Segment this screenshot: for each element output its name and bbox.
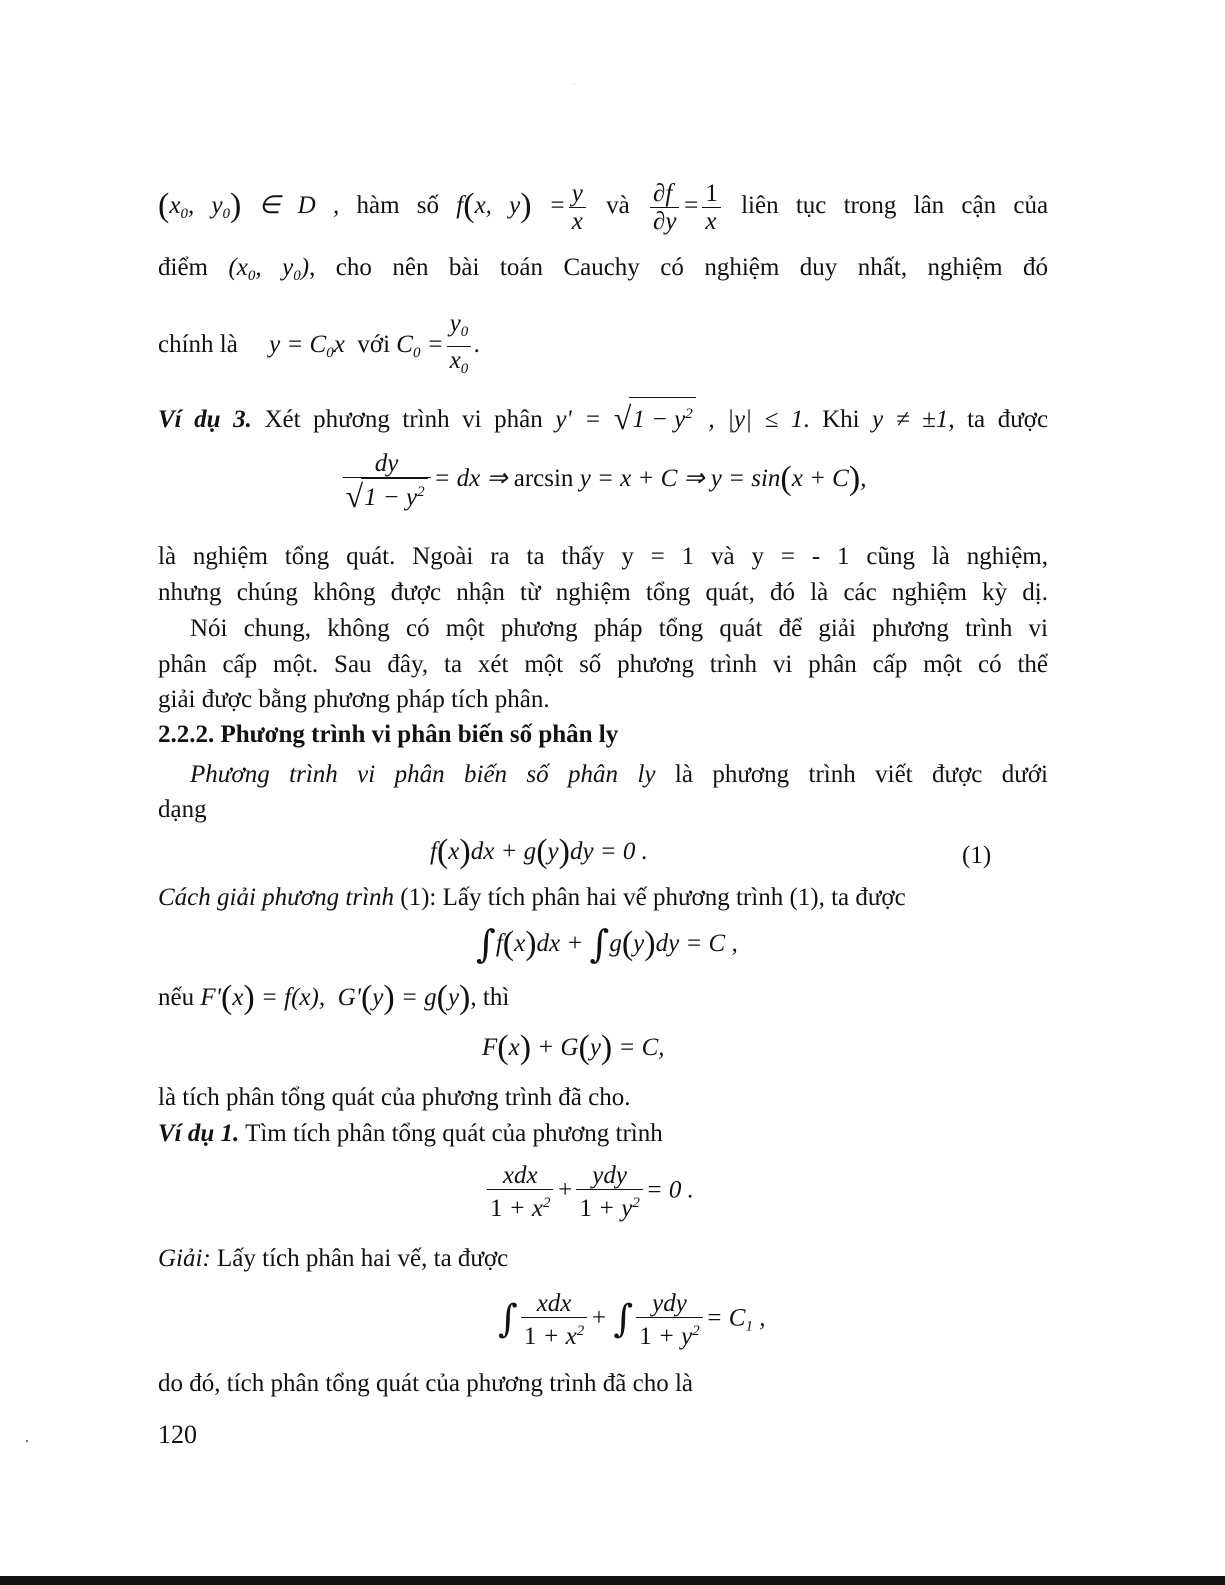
scan-speck	[26, 1440, 28, 1442]
math-point: ($x_0$, $y_0$)	[228, 254, 310, 284]
example-1-label: Ví dụ 1.	[158, 1120, 240, 1147]
equation-example-1: $\frac{\text{xdx}}{1 + x^2}$ + $\frac{\text{ydy}}{1 + y^2}$ = 0 .	[484, 1162, 784, 1222]
line-1	[158, 180, 1048, 235]
scan-mark	[574, 84, 575, 85]
equation-solution-integrals: ∫ $\frac{\text{xdx}}{1 + x^2}$ + ∫ $\frac{\text{ydy}}{1 + y^2}$ = $C_1$ ,	[498, 1290, 766, 1350]
text-diem: điểm	[158, 254, 208, 281]
line-3	[158, 310, 1048, 383]
last-line: do đó, tích phân tổng quát của phương trình đã cho là	[158, 1370, 693, 1397]
text-voi: với	[357, 331, 391, 359]
example-1-text: Tìm tích phân tổng quát của phương trình	[245, 1120, 663, 1147]
math-point-in-domain: ($x_0$, $y_0$) ∈ D ,	[158, 187, 340, 225]
solution-label: Giải:	[158, 1245, 211, 1272]
text-cauchy: , cho nên bài toán Cauchy có nghiệm duy nhất, nghiệm đó	[309, 254, 1049, 281]
text-va: và	[606, 192, 630, 220]
scan-bottom-edge	[0, 1576, 1225, 1585]
method-rest: (1): Lấy tích phân hai vế phương trình (1), ta được	[400, 884, 906, 911]
paragraph-line-4: phân cấp một. Sau đây, ta xét một số phương trình vi phân cấp một có thể	[158, 651, 1048, 678]
text-thi: , thì	[470, 984, 510, 1011]
math-condition: y ≠ ±1	[872, 406, 949, 433]
text-lien-tuc: liên tục trong lân cận của	[741, 192, 1049, 220]
math-ode: $y' = √1 - y^2$ , |y| ≤ 1	[555, 406, 803, 433]
example-3-text: Xét phương trình vi phân	[264, 406, 543, 433]
line-2	[158, 252, 1048, 292]
paragraph-line-1: là nghiệm tổng quát. Ngoài ra ta thấy y = 1 và y = - 1 cũng là nghiệm,	[158, 543, 1048, 570]
math-solution: $y = C_0x$	[269, 331, 345, 362]
neu-line	[158, 979, 1048, 1016]
example-3-line	[158, 397, 1048, 436]
solution-text: Lấy tích phân hai vế, ta được	[217, 1245, 509, 1272]
math-partial-derivative: $\frac{\partial f}{\partial y}$ = $\frac{1}{x}$	[647, 192, 724, 219]
definition-term: Phương trình vi phân biến số phân ly	[190, 761, 656, 788]
text-ham-so: hàm số	[356, 192, 440, 220]
example-1-line	[158, 1118, 1048, 1150]
page-number: 120	[158, 1420, 197, 1449]
math-antiderivatives: F'(x) = f(x), G'(y) = g(y)	[200, 979, 471, 1016]
equation-arcsin: $\frac{dy}{√1 - y^2}$ = dx ⇒ arcsin y = x + C ⇒ y = sin(x + C),	[158, 450, 1048, 511]
method-term: Cách giải phương trình	[158, 884, 395, 911]
equation-general: F(x) + G(y) = C,	[482, 1029, 665, 1066]
text-chinh-la: chính là	[158, 331, 238, 359]
definition-rest: là phương trình viết được dưới	[674, 761, 1049, 788]
section-heading: 2.2.2. Phương trình vi phân biến số phân ly	[158, 721, 619, 748]
text-ta-duoc: , ta được	[948, 406, 1049, 433]
equation-integrals: ∫f(x)dx + ∫g(y)dy = C ,	[476, 922, 738, 966]
math-f-def: f(x, y) = $\frac{y}{x}$	[456, 192, 589, 219]
method-line	[158, 882, 1048, 914]
paragraph-line-5: giải được bằng phương pháp tích phân.	[158, 686, 550, 713]
paragraph-line-2: nhưng chúng không được nhận từ nghiệm tổng quát, đó là các nghiệm kỳ dị.	[158, 579, 1048, 606]
definition-dang: dạng	[158, 796, 207, 823]
text-neu: nếu	[158, 984, 195, 1011]
text-khi: . Khi	[803, 406, 860, 433]
math-constant: $C_0$ = $\frac{y_0}{x_0}$ .	[396, 310, 481, 377]
example-3-label: Ví dụ 3.	[158, 406, 252, 433]
equation-1-label: (1)	[962, 842, 992, 869]
result-line: là tích phân tổng quát của phương trình đã cho.	[158, 1084, 631, 1111]
solution-line	[158, 1243, 1048, 1275]
definition-line	[190, 759, 1048, 791]
paragraph-line-3: Nói chung, không có một phương pháp tổng quát để giải phương trình vi	[190, 615, 1048, 642]
equation-1: f(x)dx + g(y)dy = 0 .	[430, 833, 648, 870]
